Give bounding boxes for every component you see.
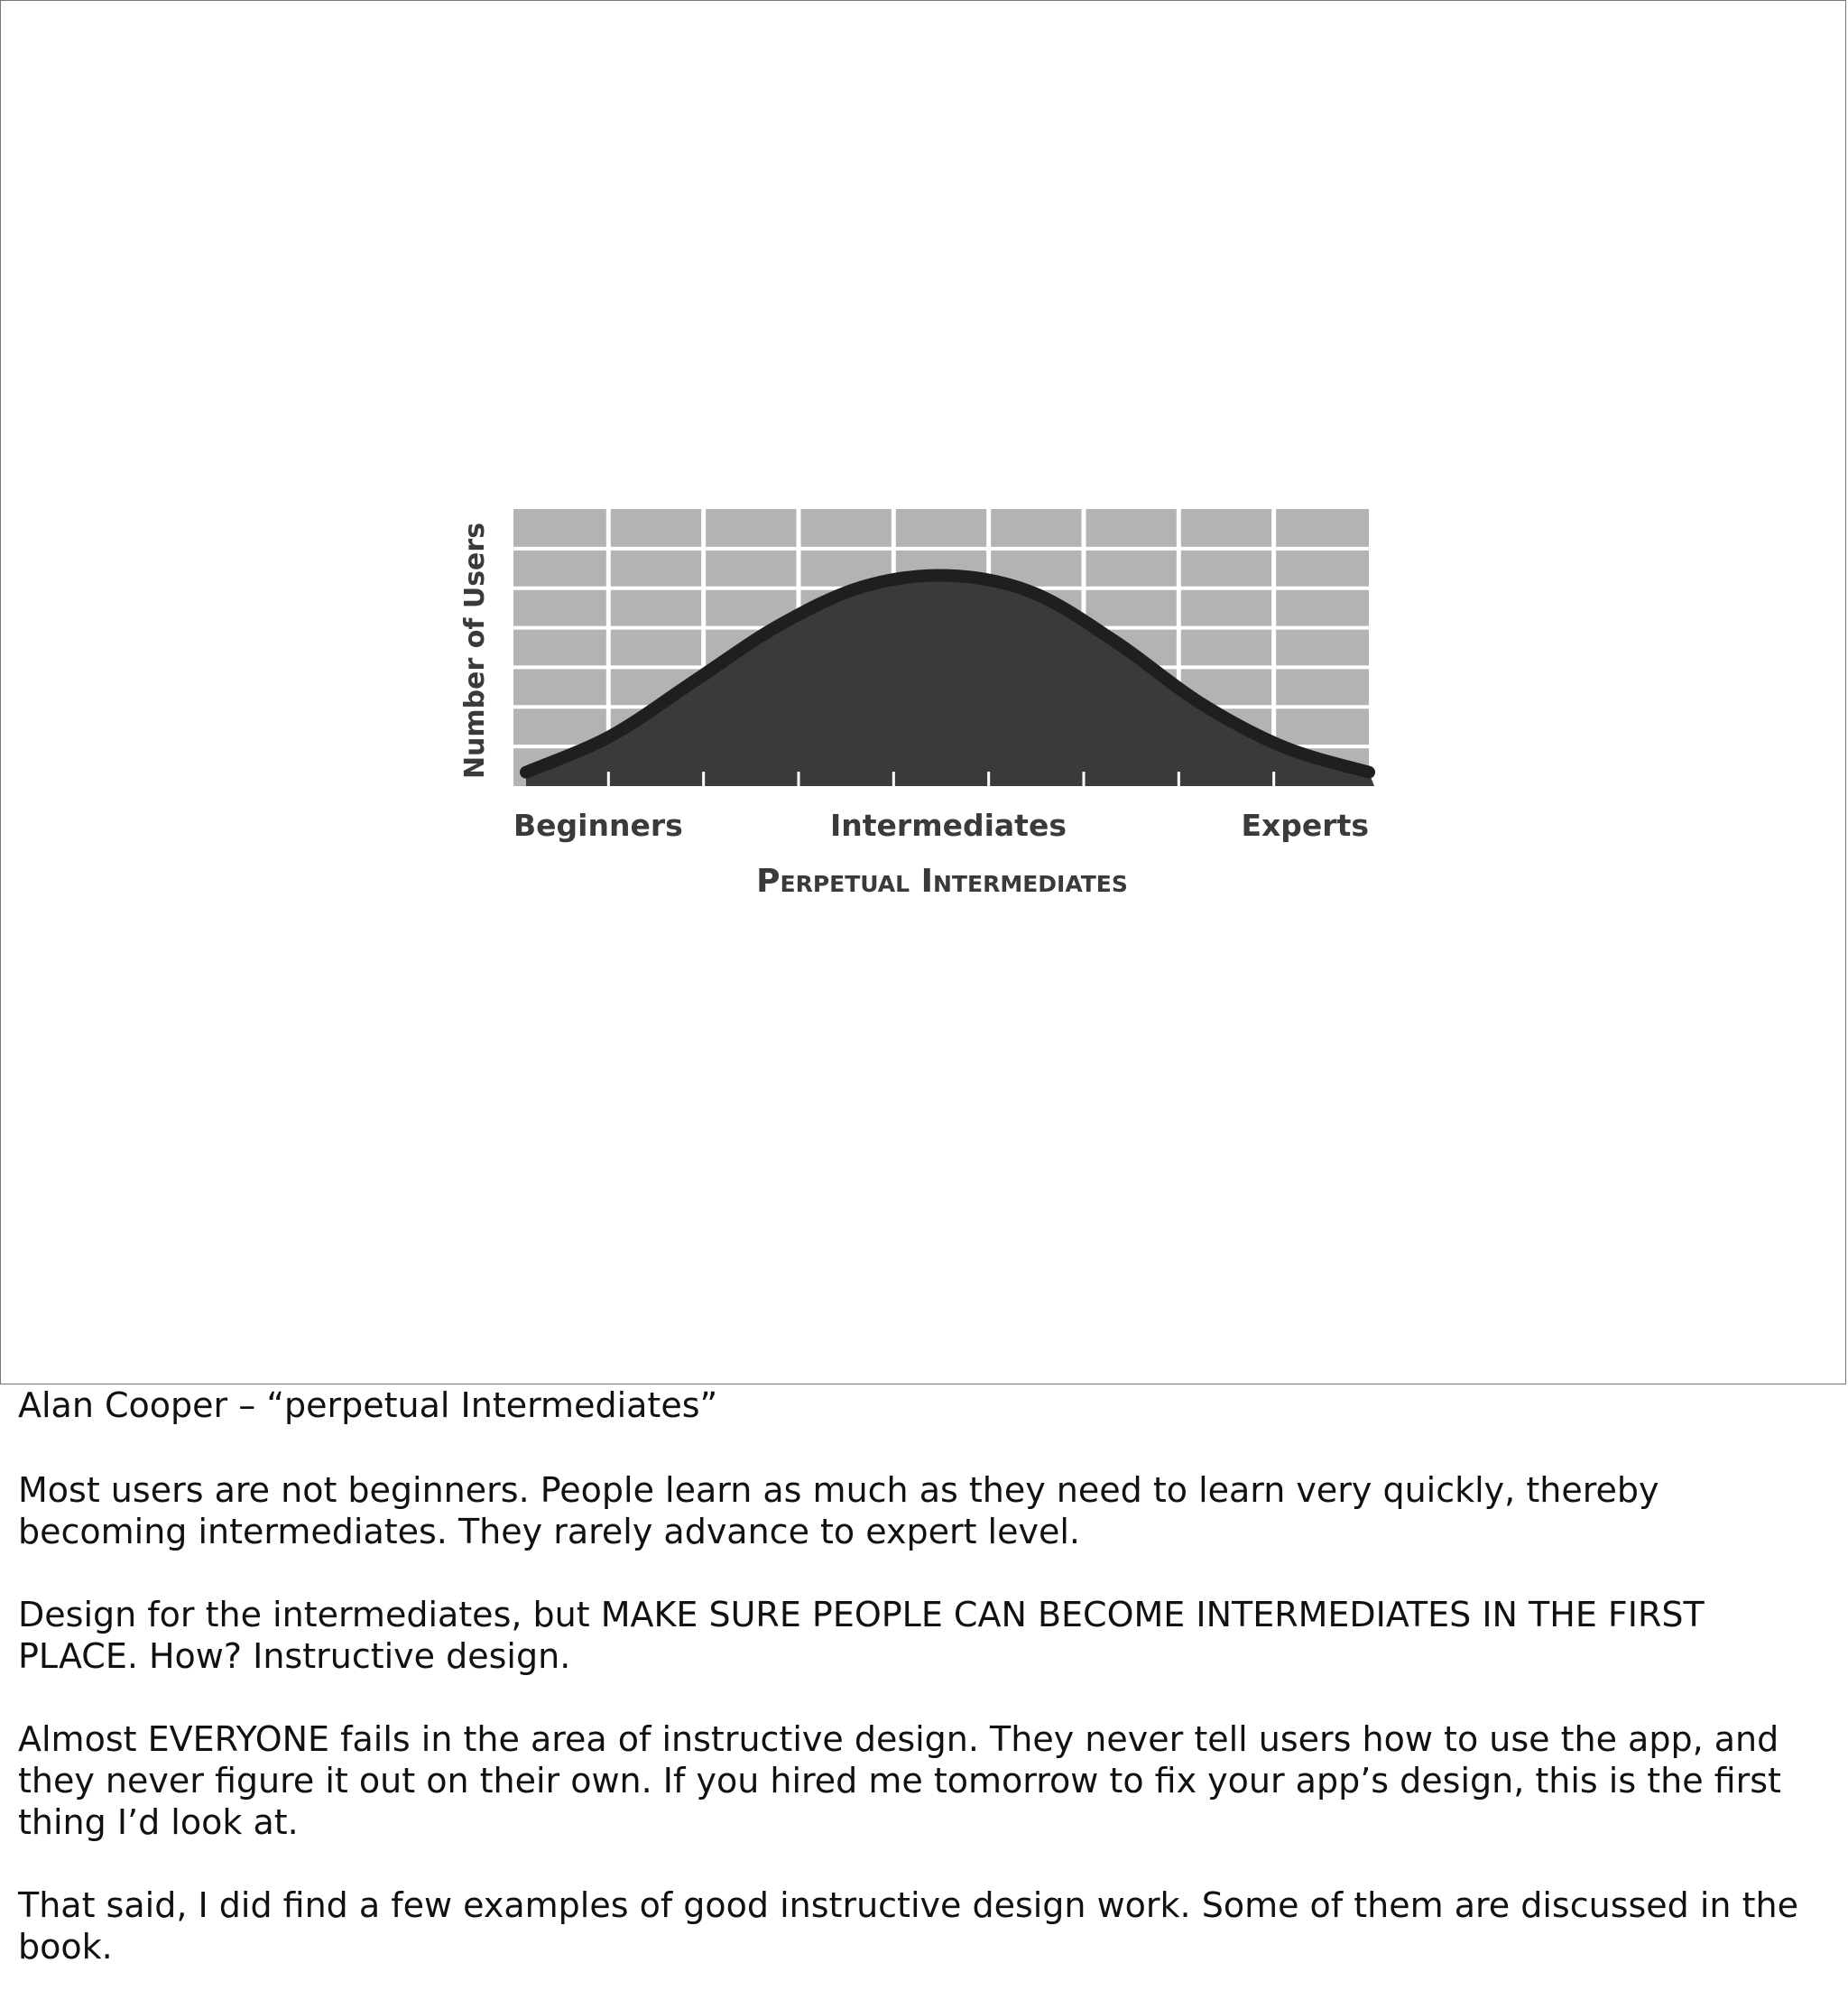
speaker-notes [18,1384,1832,2009]
chart [1,1,1847,1385]
x-tick-label-beginners: Beginners [513,808,683,843]
chart-title: Perpetual Intermediates [756,863,1128,900]
notes-paragraph: Almost EVERYONE fails in the area of instructive design. They never tell users how to use the app, and they never figure it out on their own. If you hired me tomorrow to fix your app’s design, this is the first thing I’d look at. [18,1719,1781,1842]
y-axis-label: Number of Users [459,522,491,780]
x-tick-label-intermediates: Intermediates [830,808,1067,843]
plot-area [513,509,1374,786]
notes-heading: Alan Cooper – “perpetual Intermediates” [18,1385,718,1425]
x-tick-label-experts: Experts [1241,808,1369,843]
notes-paragraph: Most users are not beginners. People learn as much as they need to learn very quickly, thereby becoming intermediates. They rarely advance to expert level. [18,1470,1659,1551]
notes-paragraph: Design for the intermediates, but MAKE SURE PEOPLE CAN BECOME INTERMEDIATES IN THE FIRST PLACE. How? Instructive design. [18,1595,1705,1676]
notes-paragraph: That said, I did find a few examples of good instructive design work. Some of them are discussed in the book. [18,1885,1798,1967]
